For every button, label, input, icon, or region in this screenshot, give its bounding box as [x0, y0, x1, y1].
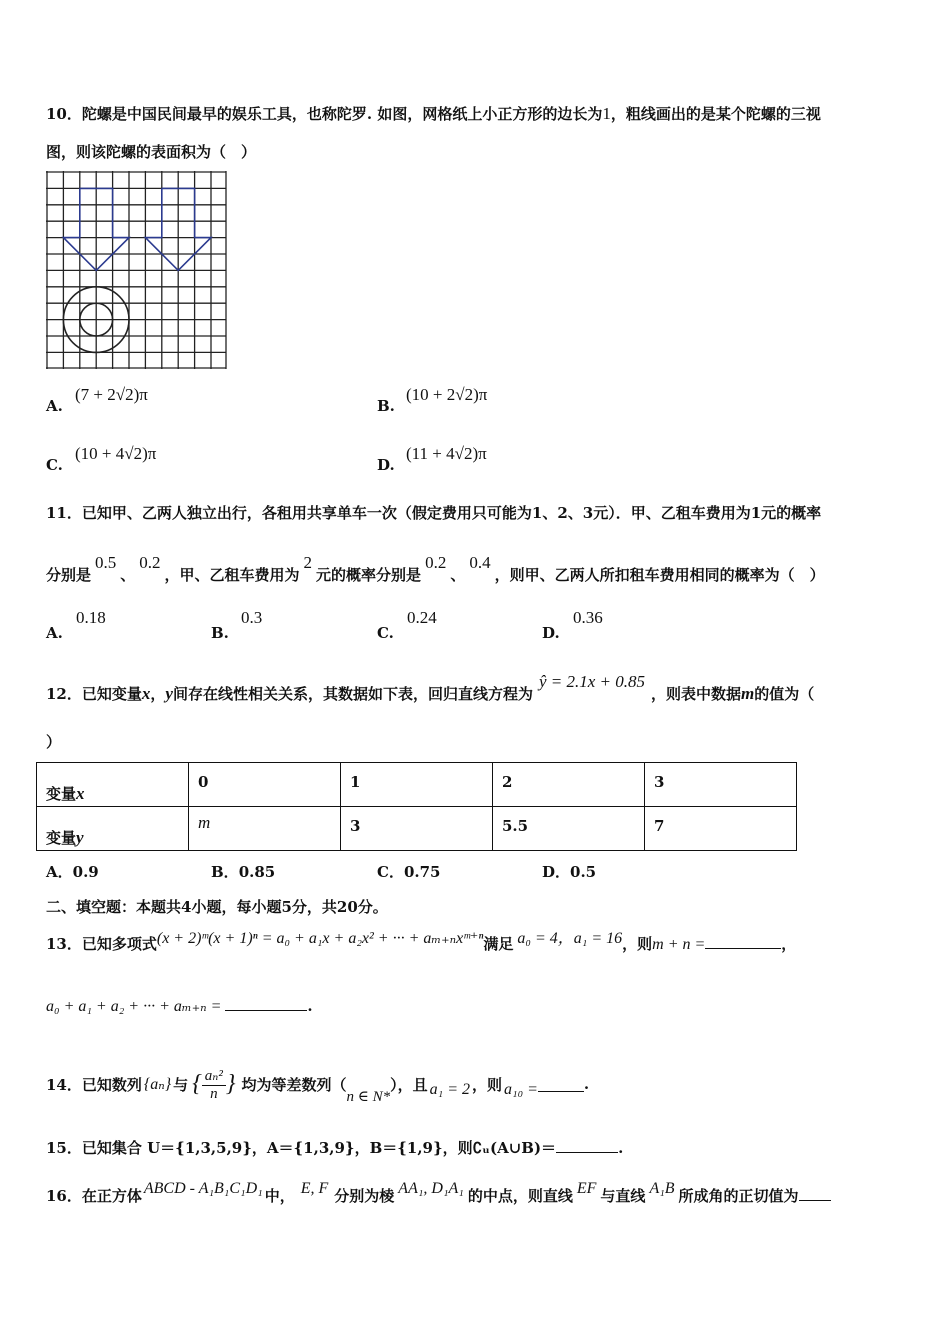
q13-text-b: 满足 [483, 935, 514, 953]
q14-text-a: 14．已知数列 [46, 1075, 142, 1094]
q14-frac-den: n [210, 1085, 218, 1102]
q12-regression-equation: ŷ = 2.1x + 0.85 [538, 672, 645, 691]
q11-text-a: 分别是 [46, 566, 92, 584]
q11-option-c-label: C. [377, 624, 394, 642]
q11-value-4: 0.2 [425, 553, 447, 572]
q14-sequence-a: aₙ [150, 1076, 165, 1093]
q12-option-b-value: 0.85 [238, 863, 276, 881]
q11-text-b: ，甲、乙租车费用为 [164, 566, 300, 584]
row1-var: x [76, 784, 85, 803]
q16-text-c: 分别为棱 [334, 1187, 395, 1205]
q10-stem-text-end: ，粗线画出的是某个陀螺的三视 [610, 105, 821, 123]
q16-line-ef: EF [576, 1180, 597, 1197]
q10-option-c-label: C. [46, 456, 63, 474]
cell-y3: 7 [654, 817, 665, 835]
table-cell [189, 807, 341, 851]
q10-three-view-figure [46, 171, 230, 369]
q13-polynomial: (x + 2)ᵐ(x + 1)ⁿ = a₀ + a₁x + a₂x² + ··· + aₘ₊ₙxᵐ⁺ⁿ [156, 930, 484, 947]
q12-option-a-value: 0.9 [72, 863, 99, 881]
q11-value-3: 2 [303, 553, 313, 572]
q13-stem-line2 [46, 996, 313, 1016]
q11-stem-line2 [46, 553, 825, 585]
q12-option-a-label: A． [46, 863, 73, 881]
q12-option-d [542, 861, 596, 882]
q13-stem-line1 [46, 931, 796, 954]
q13-text-a: 13．已知多项式 [46, 935, 157, 953]
q12-text-b: 间存在线性相关关系，其数据如下表，回归直线方程为 [172, 685, 533, 703]
q15-stem [46, 1137, 623, 1158]
q10-option-a-label: A. [46, 397, 63, 415]
q10-option-a-value: (7 + 2√2)π [75, 385, 148, 404]
q13-text-c: ，则 [622, 935, 653, 953]
q14-text-c: 均为等差数列（ [241, 1075, 347, 1094]
q16-text-a: 16．在正方体 [46, 1187, 142, 1205]
q11-option-a-value: 0.18 [76, 608, 106, 627]
table-row [37, 807, 797, 851]
q14-condition: n ∈ N* [346, 1088, 391, 1105]
q12-option-b-label: B． [211, 863, 239, 881]
q10-option-d-value: (11 + 4√2)π [406, 444, 487, 463]
q10-stem-text: 10．陀螺是中国民间最早的娱乐工具，也称陀罗. 如图，网格纸上小正方形的边长为 [46, 105, 603, 123]
q10-stem-line1 [46, 103, 821, 124]
q10-stem-line2: 图，则该陀螺的表面积为（ ） [46, 143, 257, 161]
q11-value-2: 0.2 [139, 553, 161, 572]
cell-y2: 5.5 [502, 817, 529, 835]
q16-text-f: 所成角的正切值为 [678, 1187, 799, 1205]
q16-text-b: 中， [264, 1187, 295, 1205]
q13-tail-1: ， [781, 935, 797, 953]
q11-value-5: 0.4 [469, 553, 491, 572]
table-cell [493, 763, 645, 807]
q12-data-table [36, 762, 797, 851]
q16-edges: AA₁, D₁A₁ [398, 1180, 464, 1197]
q14-text-e: ，则 [471, 1075, 502, 1094]
q12-option-a [46, 861, 99, 882]
table-cell [37, 807, 189, 851]
q15-answer-blank[interactable] [556, 1138, 618, 1153]
cell-y1: 3 [350, 817, 361, 835]
q12-comma: ， [150, 685, 166, 703]
q12-stem-close: ） [46, 733, 62, 751]
q11-sep-1: 、 [120, 566, 136, 584]
row1-label: 变量 [46, 785, 77, 803]
cell-x1: 1 [350, 773, 361, 791]
q14-frac-num: aₙ² [202, 1066, 226, 1086]
q13-answer-blank-1[interactable] [705, 934, 781, 949]
table-cell [341, 763, 493, 807]
q14-given: a₁ = 2 [429, 1081, 470, 1098]
q10-option-b-value: (10 + 2√2)π [406, 385, 488, 404]
q13-answer-blank-2[interactable] [225, 996, 307, 1011]
q11-value-1: 0.5 [95, 553, 117, 572]
q16-answer-blank[interactable] [799, 1186, 831, 1201]
q11-option-d-label: D. [542, 624, 560, 642]
q11-option-b-value: 0.3 [241, 608, 263, 627]
q13-tail-2: . [307, 997, 313, 1015]
q14-answer-blank[interactable] [538, 1077, 584, 1092]
cell-y0: m [198, 813, 211, 832]
q10-unit-value: 1 [602, 104, 611, 123]
q11-option-d-value: 0.36 [573, 608, 603, 627]
q12-text-d: 的值为（ [754, 685, 815, 703]
q16-points-ef: E, F [300, 1180, 329, 1197]
q14-text-d: ），且 [390, 1075, 428, 1094]
q16-cube: ABCD - A₁B₁C₁D₁ [143, 1180, 263, 1197]
q15-tail: . [618, 1139, 624, 1157]
q10-option-c-value: (10 + 4√2)π [75, 444, 157, 463]
q10-option-d-label: D. [377, 456, 395, 474]
q12-var-m: m [741, 684, 755, 703]
q14-tail: . [583, 1075, 590, 1093]
grid-lines [46, 171, 226, 369]
table-cell [189, 763, 341, 807]
q11-sep-2: 、 [450, 566, 466, 584]
q12-option-c-value: 0.75 [403, 863, 441, 881]
row2-var: y [76, 828, 84, 847]
table-row [37, 763, 797, 807]
row2-label: 变量 [46, 829, 77, 847]
table-cell [493, 807, 645, 851]
q14-ask: a₁₀ = [504, 1081, 538, 1098]
q13-ask-1: m + n = [652, 936, 706, 953]
q12-option-c [377, 861, 441, 882]
table-cell [341, 807, 493, 851]
q12-text-c: ，则表中数据 [651, 685, 742, 703]
q13-sum: a₀ + a₁ + a₂ + ··· + aₘ₊ₙ = [46, 998, 222, 1015]
q12-text-a: 12．已知变量 [46, 685, 142, 703]
q11-option-a-label: A. [46, 624, 63, 642]
q12-option-b [211, 861, 275, 882]
q10-option-b-label: B. [377, 397, 395, 415]
cell-x2: 2 [502, 773, 513, 791]
q13-condition: a₀ = 4，a₁ = 16 [517, 930, 623, 947]
q16-stem [46, 1180, 831, 1206]
q12-option-d-value: 0.5 [570, 863, 597, 881]
q12-var-x: x [141, 684, 151, 703]
q12-option-c-label: C． [377, 863, 404, 881]
q14-fraction [202, 1066, 226, 1103]
q11-stem-line1: 11．已知甲、乙两人独立出行，各租用共享单车一次（假定费用只可能为1、2、3元）．甲、乙租车费用为1元的概率 [46, 504, 822, 522]
q14-stem: 14．已知数列 {aₙ} 与 { $\frac{\text{aₙ²}}{n}$ } 均为等差数列（ n ∈ N* ），且 a₁ = 2 ，则 a₁₀ = . [46, 1067, 590, 1105]
q12-option-d-label: D． [542, 863, 571, 881]
q11-text-c: 元的概率分别是 [316, 566, 422, 584]
q16-line-a1b: A₁B [649, 1180, 675, 1197]
table-cell [645, 763, 797, 807]
q16-text-e: 与直线 [600, 1187, 646, 1205]
q11-text-d: ，则甲、乙两人所扣租车费用相同的概率为（ ） [494, 566, 825, 584]
q12-var-y: y [165, 684, 173, 703]
q12-stem-line1 [46, 672, 815, 704]
table-cell [37, 763, 189, 807]
cell-x0: 0 [198, 773, 209, 791]
table-cell [645, 807, 797, 851]
q15-text: 15．已知集合 U＝{1,3,5,9}，A＝{1,3,9}，B＝{1,9}，则∁ᵤ(A∪B)＝ [46, 1139, 557, 1157]
q14-text-b: 与 [173, 1075, 189, 1094]
q11-option-b-label: B. [211, 624, 229, 642]
q11-option-c-value: 0.24 [407, 608, 437, 627]
section-2-heading: 二、填空题：本题共4小题，每小题5分，共20分。 [46, 898, 388, 916]
cell-x3: 3 [654, 773, 665, 791]
q16-text-d: 的中点，则直线 [467, 1187, 573, 1205]
